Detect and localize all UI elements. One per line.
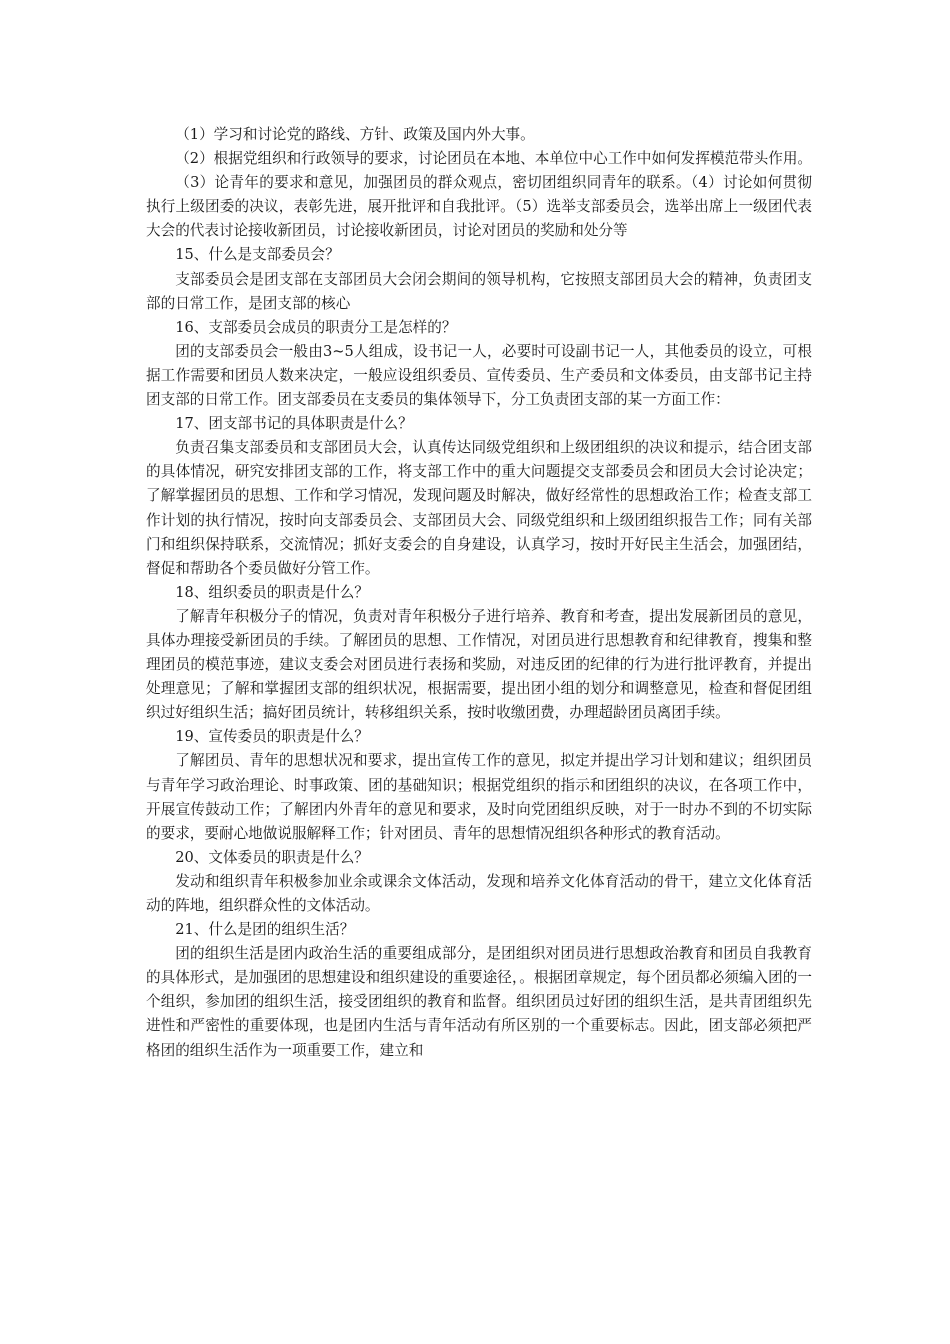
answer-paragraph-16: 团的支部委员会一般由3~5人组成，设书记一人，必要时可设副书记一人，其他委员的设立，可根据工作需要和团员人数来决定，一般应设组织委员、宣传委员、生产委员和文体委员，由支部书记主持团支部的日常工作。团支部委员在支委员的集体领导下，分工负责团支部的某一方面工作：: [146, 342, 812, 409]
question-heading-19: 19、宣传委员的职责是什么？: [175, 728, 369, 746]
document-body: [146, 123, 812, 1063]
question-heading-17: 17、团支部书记的具体职责是什么？: [175, 415, 413, 433]
question-heading-20: 20、文体委员的职责是什么？: [175, 848, 369, 866]
paragraph-item-2: （2）根据党组织和行政领导的要求，讨论团员在本地、本单位中心工作中如何发挥模范带头作用。: [175, 150, 813, 168]
answer-paragraph-19: 了解团员、青年的思想状况和要求，提出宣传工作的意见，拟定并提出学习计划和建议；组织团员与青年学习政治理论、时事政策、团的基础知识；根据党组织的指示和团组织的决议，在各项工作中，开展宣传鼓动工作；了解团内外青年的意见和要求，及时向党团组织反映，对于一时办不到的不切实际的要求，要耐心地做说服解释工作；针对团员、青年的思想情况组织各种形式的教育活动。: [146, 752, 812, 842]
answer-paragraph-18: 了解青年积极分子的情况，负责对青年积极分子进行培养、教育和考查，提出发展新团员的意见，具体办理接受新团员的手续。了解团员的思想、工作情况，对团员进行思想教育和纪律教育，搜集和整理团员的模范事迹，建议支委会对团员进行表扬和奖励，对违反团的纪律的行为进行批评教育，并提出处理意见；了解和掌握团支部的组织状况，根据需要，提出团小组的划分和调整意见，检查和督促团组织过好组织生活；搞好团员统计，转移组织关系，按时收缴团费，办理超龄团员离团手续。: [146, 607, 812, 722]
paragraph-item-3: （3）论青年的要求和意见，加强团员的群众观点，密切团组织同青年的联系。（4）讨论如何贯彻执行上级团委的决议，表彰先进，展开批评和自我批评。（5）选举支部委员会，选举出席上一级团代表大会的代表讨论接收新团员，讨论接收新团员，讨论对团员的奖励和处分等: [146, 174, 812, 240]
question-heading-16: 16、支部委员会成员的职责分工是怎样的？: [175, 318, 457, 336]
question-heading-18: 18、组织委员的职责是什么？: [175, 583, 369, 601]
question-heading-21: 21、什么是团的组织生活？: [175, 921, 355, 939]
question-heading-15: 15、什么是支部委员会？: [175, 246, 340, 264]
answer-paragraph-21: 团的组织生活是团内政治生活的重要组成部分，是团组织对团员进行思想政治教育和团员自我教育的具体形式，是加强团的思想建设和组织建设的重要途径，。根据团章规定，每个团员都必须编入团的一个组织，参加团的组织生活，接受团组织的教育和监督。组织团员过好团的组织生活，是共青团组织先进性和严密性的重要体现，也是团内生活与青年活动有所区别的一个重要标志。因此，团支部必须把严格团的组织生活作为一项重要工作，建立和: [146, 945, 812, 1059]
answer-paragraph-20: 发动和组织青年积极参加业余或课余文体活动，发现和培养文化体育活动的骨干，建立文化体育活动的阵地，组织群众性的文体活动。: [146, 872, 812, 914]
answer-paragraph-17: 负责召集支部委员和支部团员大会，认真传达同级党组织和上级团组织的决议和提示，结合团支部的具体情况，研究安排团支部的工作，将支部工作中的重大问题提交支部委员会和团员大会讨论决定；了解掌握团员的思想、工作和学习情况，发现问题及时解决，做好经常性的思想政治工作；检查支部工作计划的执行情况，按时向支部委员会、支部团员大会、同级党组织和上级团组织报告工作；同有关部门和组织保持联系，交流情况；抓好支委会的自身建设，认真学习，按时开好民主生活会，加强团结，督促和帮助各个委员做好分管工作。: [146, 439, 812, 577]
paragraph-item-1: （1）学习和讨论党的路线、方针、政策及国内外大事。: [175, 126, 535, 143]
answer-paragraph-15: 支部委员会是团支部在支部团员大会闭会期间的领导机构，它按照支部团员大会的精神，负责团支部的日常工作，是团支部的核心: [146, 270, 812, 312]
